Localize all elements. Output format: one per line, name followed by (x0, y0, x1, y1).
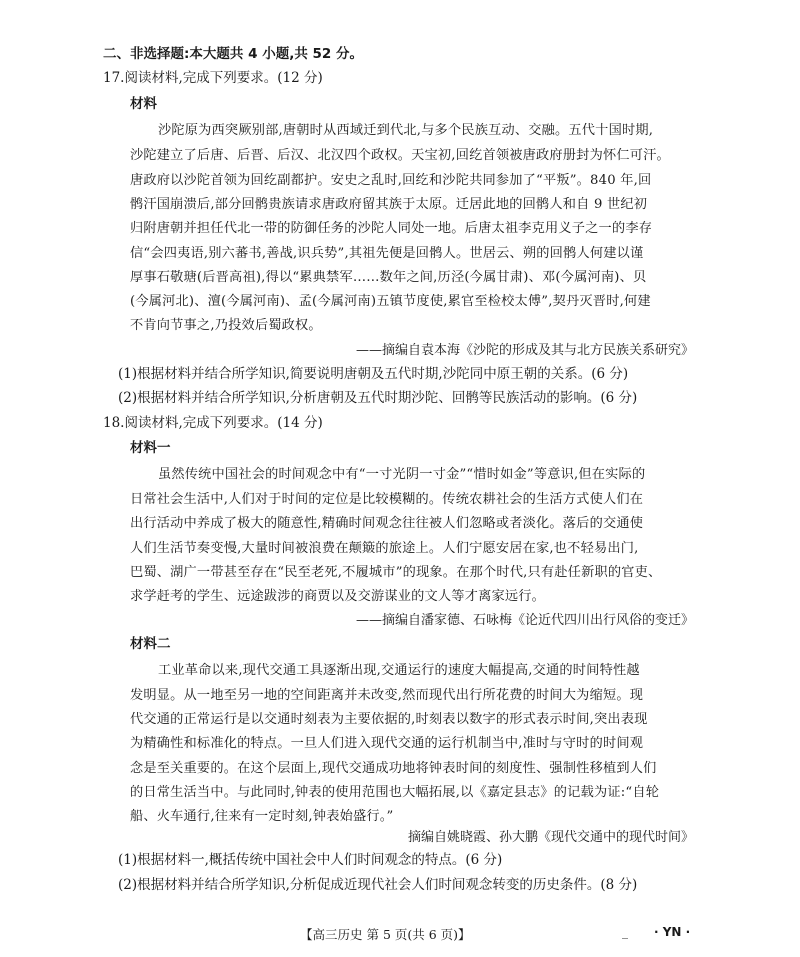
q18-subquestion-1: (1)根据材料一,概括传统中国社会中人们时间观念的特点。(6 分) (118, 852, 503, 868)
q18-material2-line: 发明显。从一地至另一地的空间距离并未改变,然而现代出行所花费的时间大为缩短。现 (130, 688, 644, 703)
q17-text-line: 信“会四夷语,别六蕃书,善战,识兵势”,其祖先便是回鹘人。世居云、朔的回鹘人何建以谨 (130, 246, 644, 261)
q17-text-line: 归附唐朝并担任代北一带的防御任务的沙陀人同处一地。后唐太祖李克用义子之一的李存 (130, 221, 653, 236)
q18-material1-line: 日常社会生活中,人们对于时间的定位是比较模糊的。传统农耕社会的生活方式使人们在 (130, 492, 644, 507)
q18-material2-source: 摘编自姚晓霞、孙大鹏《现代交通中的现代时间》 (407, 830, 694, 845)
q18-material1-line: 虽然传统中国社会的时间观念中有“一寸光阴一寸金”“惜时如金”等意识,但在实际的 (158, 467, 646, 482)
region-code: · YN · (654, 925, 691, 939)
q17-text-line: 不肯向节事之,乃投效后蜀政权。 (130, 318, 322, 333)
q17-text-line: 鹘汗国崩溃后,部分回鹘贵族请求唐政府留其族于太原。迁居此地的回鹘人和自 9 世纪初 (130, 197, 648, 212)
q18-material2-line: 代交通的正常运行是以交通时刻表为主要依据的,时刻表以数字的形式表示时间,突出表现 (130, 712, 648, 727)
q18-subquestion-2: (2)根据材料并结合所学知识,分析促成近现代社会人们时间观念转变的历史条件。(8 分) (118, 877, 638, 893)
q18-material2-line: 为精确性和标准化的特点。一旦人们进入现代交通的运行机制当中,准时与守时的时间观 (130, 736, 644, 751)
footer-mark: _ (622, 925, 628, 939)
page-number-label: 【高三历史 第 5 页(共 6 页)】 (300, 927, 471, 942)
q17-text-line: 厚事石敬瑭(后晋高祖),得以“累典禁军……数年之间,历泾(今属甘肃)、邓(今属河南)、贝 (130, 270, 647, 285)
q17-subquestion-1: (1)根据材料并结合所学知识,简要说明唐朝及五代时期,沙陀同中原王朝的关系。(6 分) (118, 366, 629, 382)
q17-text-line: 唐政府以沙陀首领为回纥副都护。安史之乱时,回纥和沙陀共同参加了“平叛”。840 年,回 (130, 173, 652, 188)
q18-material2-line: 工业革命以来,现代交通工具逐渐出现,交通运行的速度大幅提高,交通的时间特性越 (158, 663, 640, 678)
q17-source: ——摘编自袁本海《沙陀的形成及其与北方民族关系研究》 (355, 343, 694, 358)
question-18-heading: 18.阅读材料,完成下列要求。(14 分) (103, 415, 323, 431)
q18-material1-source: ——摘编自潘家德、石咏梅《论近代四川出行风俗的变迁》 (355, 613, 694, 628)
q18-material2-line: 的日常生活当中。与此同时,钟表的使用范围也大幅拓展,以《嘉定县志》的记载为证:“自轮 (130, 785, 660, 800)
question-17-heading: 17.阅读材料,完成下列要求。(12 分) (103, 70, 323, 86)
q18-material2-label: 材料二 (130, 636, 171, 652)
q18-material1-line: 求学赶考的学生、远途跋涉的商贾以及交游谋业的文人等才离家远行。 (130, 589, 546, 604)
q18-material2-line: 念是至关重要的。在这个层面上,现代交通成功地将钟表时间的刻度性、强制性移植到人们 (130, 761, 657, 776)
q18-material2-line: 船、火车通行,往来有一定时刻,钟表始盛行。” (130, 809, 394, 824)
q18-material1-label: 材料一 (130, 440, 171, 456)
q17-subquestion-2: (2)根据材料并结合所学知识,分析唐朝及五代时期沙陀、回鹘等民族活动的影响。(6 分) (118, 390, 638, 406)
q18-material1-line: 出行活动中养成了极大的随意性,精确时间观念往往被人们忽略或者淡化。落后的交通使 (130, 516, 644, 531)
q17-text-line: (今属河北)、澶(今属河南)、孟(今属河南)五镇节度使,累官至检校太傅”,契丹灭晋时,何建 (130, 294, 651, 309)
q18-material1-line: 人们生活节奏变慢,大量时间被浪费在颠簸的旅途上。人们宁愿安居在家,也不轻易出门, (130, 541, 639, 556)
q17-text-line: 沙陀建立了后唐、后晋、后汉、北汉四个政权。天宝初,回纥首领被唐政府册封为怀仁可汗。 (130, 148, 670, 163)
q17-text-line: 沙陀原为西突厥别部,唐朝时从西域迁到代北,与多个民族互动、交融。五代十国时期, (158, 123, 654, 138)
section-title: 二、非选择题:本大题共 4 小题,共 52 分。 (103, 46, 364, 62)
q18-material1-line: 巴蜀、湖广一带甚至存在“民至老死,不履城市”的现象。在那个时代,只有赴任新职的官吏、 (130, 565, 662, 580)
q17-material-label: 材料 (130, 96, 157, 112)
